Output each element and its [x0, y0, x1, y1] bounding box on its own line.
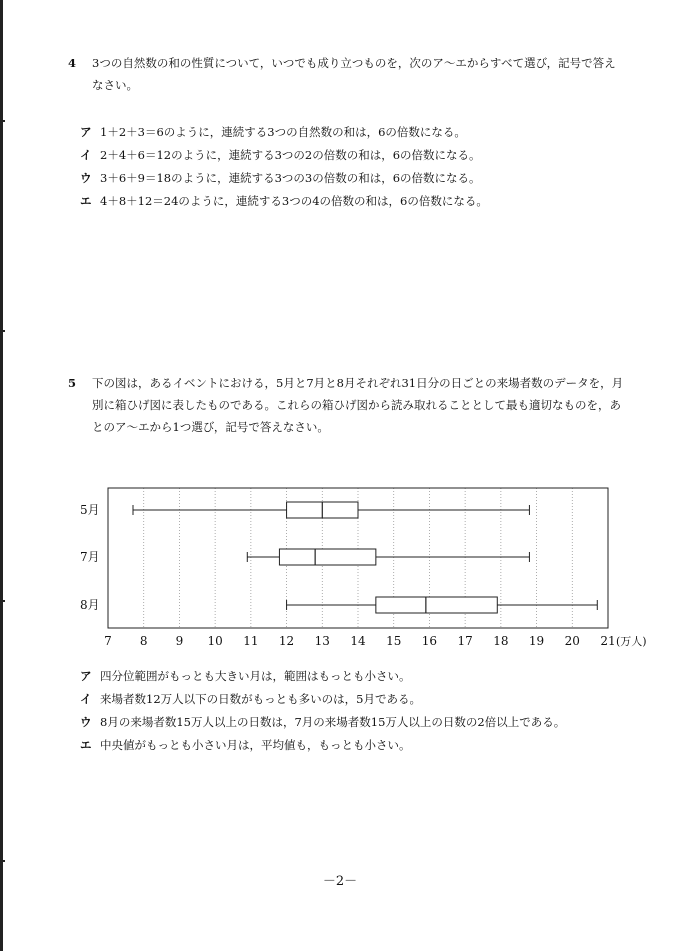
- question-stem: 下の図は，あるイベントにおける，5月と7月と8月それぞれ31日分の日ごとの来場者数のデータを，月別に箱ひげ図に表したものである。これらの箱ひげ図から読み取れることとして最も適切なものを，あとのア～エから1つ選び，記号で答えなさい。: [92, 376, 624, 434]
- option-text: 1＋2＋3＝6のように，連続する3つの自然数の和は，6の倍数になる。: [100, 125, 466, 139]
- option-e: [80, 735, 411, 755]
- option-letter: イ: [80, 692, 92, 706]
- option-text: 来場者数12万人以下の日数がもっとも多いのは，5月である。: [100, 692, 421, 706]
- x-tick-label: 9: [175, 634, 184, 648]
- box: [376, 597, 497, 613]
- x-tick-label: 15: [386, 634, 402, 648]
- edge-mark: [0, 330, 5, 332]
- x-tick-label: 21: [600, 634, 616, 648]
- x-tick-label: 10: [207, 634, 223, 648]
- option-text: 3＋6＋9＝18のように，連続する3つの3の倍数の和は，6の倍数になる。: [100, 171, 481, 185]
- option-i: [80, 145, 481, 165]
- option-u: [80, 168, 481, 188]
- edge-mark: [0, 120, 5, 122]
- x-tick-label: 8: [139, 634, 148, 648]
- option-text: 中央値がもっとも小さい月は，平均値も，もっとも小さい。: [100, 738, 411, 752]
- option-letter: ウ: [80, 171, 92, 185]
- option-letter: ウ: [80, 715, 92, 729]
- question-stem: 3つの自然数の和の性質について，いつでも成り立つものを，次のア～エからすべて選び，記号で答えなさい。: [92, 56, 616, 92]
- option-u: [80, 712, 565, 732]
- box: [279, 549, 375, 565]
- x-tick-label: 7: [104, 634, 112, 648]
- option-a: [80, 666, 411, 686]
- option-letter: エ: [80, 194, 92, 208]
- option-a: [80, 122, 466, 142]
- page-number: －2－: [322, 874, 358, 889]
- x-tick-label: 17: [457, 634, 473, 648]
- edge-mark: [0, 600, 5, 602]
- boxplot-chart: [78, 484, 647, 654]
- x-tick-label: 16: [421, 634, 438, 648]
- row-label: 8月: [80, 598, 100, 612]
- option-letter: エ: [80, 738, 92, 752]
- option-i: [80, 689, 421, 709]
- option-e: [80, 191, 488, 211]
- x-tick-label: 11: [243, 634, 259, 648]
- option-text: 2＋4＋6＝12のように，連続する3つの2の倍数の和は，6の倍数になる。: [100, 148, 481, 162]
- option-text: 四分位範囲がもっとも大きい月は，範囲はもっとも小さい。: [100, 669, 411, 683]
- x-tick-label: 19: [528, 634, 545, 648]
- x-tick-label: 14: [350, 634, 366, 648]
- option-letter: ア: [80, 669, 92, 683]
- question-number: 5: [68, 376, 77, 390]
- option-letter: ア: [80, 125, 92, 139]
- option-text: 8月の来場者数15万人以上の日数は，7月の来場者数15万人以上の日数の2倍以上である。: [100, 715, 566, 729]
- x-tick-label: 13: [314, 634, 330, 648]
- boxplot-svg: [78, 484, 647, 654]
- row-label: 5月: [80, 503, 100, 517]
- option-text: 4＋8＋12＝24のように，連続する3つの4の倍数の和は，6の倍数になる。: [100, 194, 488, 208]
- x-tick-label: 20: [564, 634, 580, 648]
- option-letter: イ: [80, 148, 92, 162]
- page-left-edge: [0, 0, 3, 951]
- edge-mark: [0, 860, 5, 862]
- x-tick-label: 18: [493, 634, 509, 648]
- row-label: 7月: [80, 550, 100, 564]
- question-number: 4: [68, 56, 77, 70]
- x-unit-label: (万人): [616, 635, 647, 648]
- x-tick-label: 12: [278, 634, 295, 648]
